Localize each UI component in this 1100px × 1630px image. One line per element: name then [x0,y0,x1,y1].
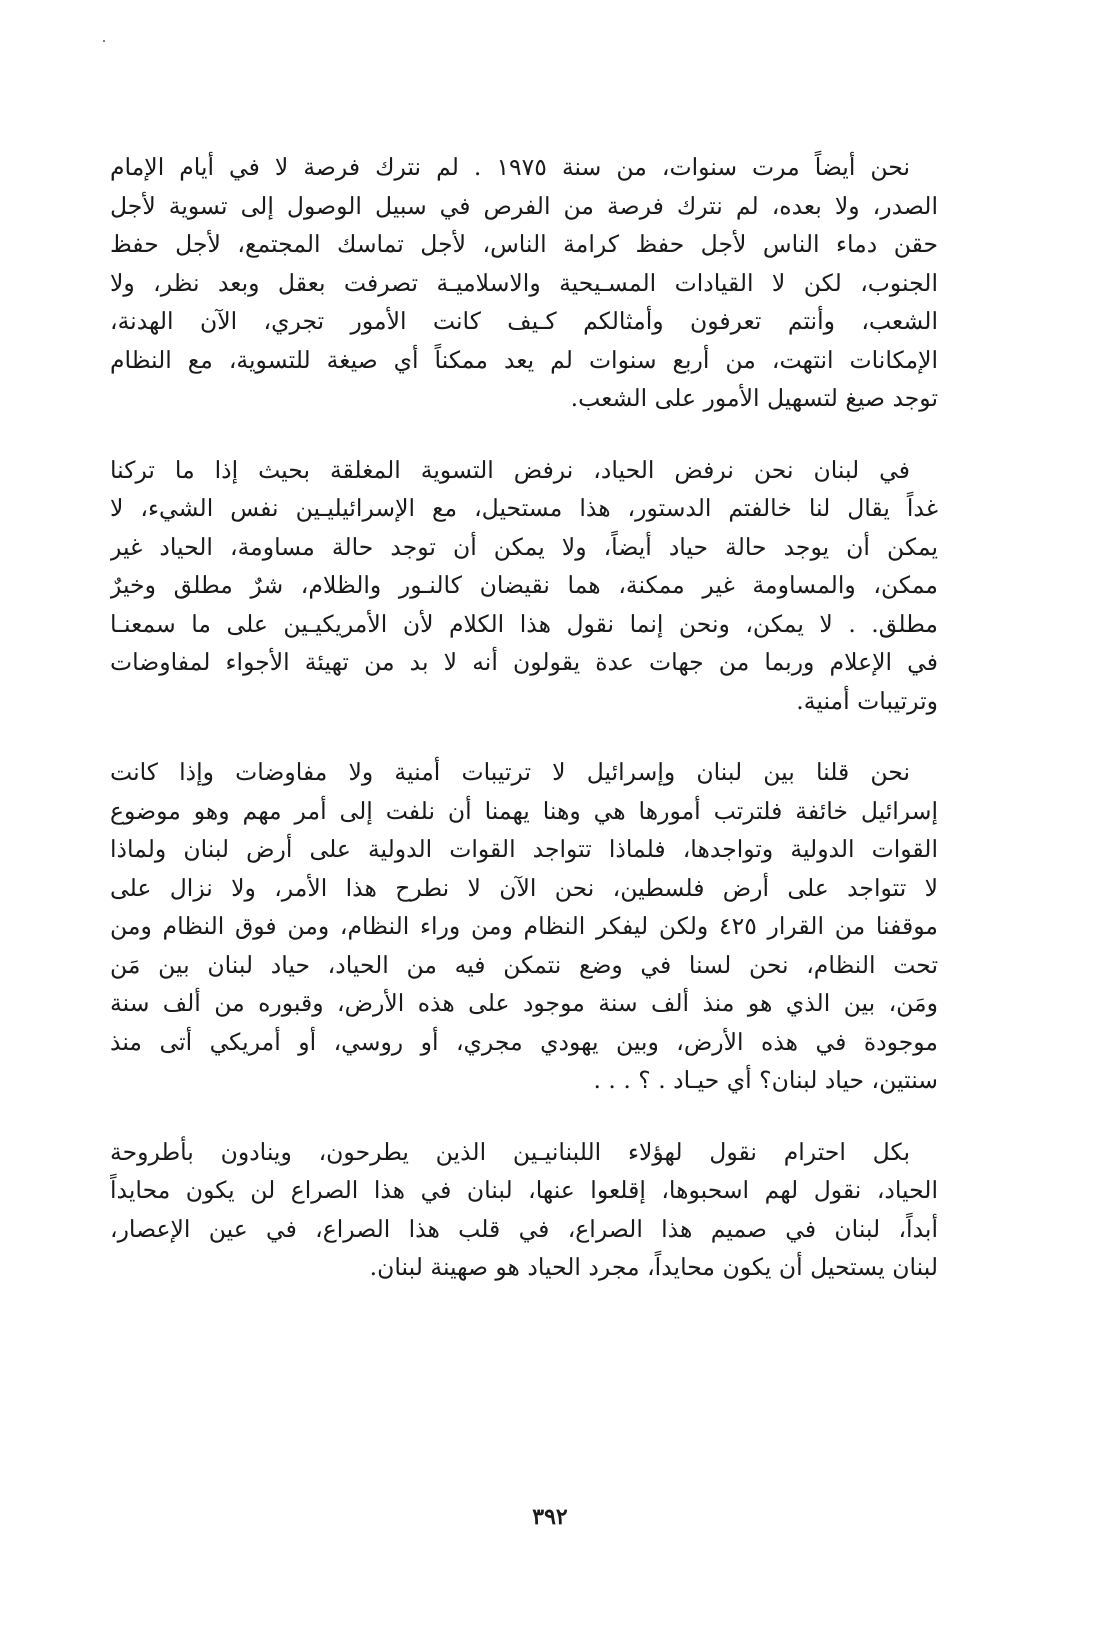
text-line: القوات الدولية وتواجدها، فلماذا تتواجد القوات الدولية على أرض لبنان ولماذا [110,835,938,863]
text-line: ومَن، بين الذي هو منذ ألف سنة موجود على هذه الأرض، وقبوره من ألف سنة [110,989,938,1017]
text-line: يمكن أن يوجد حالة حياد أيضاً، ولا يمكن أن توجد حالة مساومة، الحياد غير [110,532,938,561]
text-line: الشعب، وأنتم تعرفون وأمثالكم كـيف كانت الأمور تجري، الآن الهدنة، [110,307,938,335]
text-line: تحت النظام، نحن لسنا في وضع نتمكن فيه من الحياد، حياد لبنان بين مَن [110,950,938,979]
text-line: نحن قلنا بين لبنان وإسرائيل لا ترتيبات أمنية ولا مفاوضات وإذا كانت [110,758,910,786]
text-line: الحياد، نقول لهم اسحبوها، إقلعوا عنها، لبنان في هذا الصراع لن يكون محايداً [110,1176,938,1204]
text-line: الجنوب، لكن لا القيادات المسـيحية والاسلاميـة تصرفت بعقل وبعد نظر، ولا [110,268,938,297]
text-line: ممكن، والمساومة غير ممكنة، هما نقيضان كالنـور والظلام، شرٌ مطلق وخيرٌ [110,571,938,599]
scan-speck [103,40,105,42]
text-line: إسرائيل خائفة فلترتب أمورها هي وهنا يهمنا أن نلفت إلى أمر مهم وهو موضوع [110,796,938,825]
paragraph-1 [110,148,938,418]
page-number: ٣٩٢ [532,1504,568,1530]
text-line: سنتين، حياد لبنان؟ أي حيـاد . ؟ . . . [593,1066,938,1094]
paragraph-3 [110,753,938,1100]
text-line: الإمكانات انتهت، من أربع سنوات لم يعد ممكناً أي صيغة للتسوية، مع النظام [110,345,938,374]
text-line: توجد صيغ لتسهيل الأمور على الشعب. [570,384,938,412]
text-line: لا تتواجد على أرض فلسطين، نحن الآن لا نطرح هذا الأمر، ولا نزال على [110,873,938,902]
text-line: الصدر، ولا بعده، لم نترك فرصة من الفرص في سبيل الوصول إلى تسوية لأجل [110,191,938,220]
body-text [110,148,938,1320]
text-line: حقن دماء الناس لأجل حفظ كرامة الناس، لأجل تماسك المجتمع، لأجل حفظ [110,230,938,258]
text-line: نحن أيضاً مرت سنوات، من سنة ١٩٧٥ . لم نترك فرصة لا في أيام الإمام [110,153,910,181]
text-line: مطلق. . لا يمكن، ونحن إنما نقول هذا الكلام لأن الأمريكيـين على ما سمعنـا [110,609,938,638]
text-line: غداً يقال لنا خالفتم الدستور، هذا مستحيل، مع الإسرائيليـين نفس الشيء، لا [110,494,938,522]
text-line: في لبنان نحن نرفض الحياد، نرفض التسوية المغلقة بحيث إذا ما تركنا [110,455,910,484]
paragraph-2 [110,451,938,721]
paragraph-4 [110,1133,938,1287]
text-line: أبداً، لبنان في صميم هذا الصراع، في قلب هذا الصراع، في عين الإعصار، [110,1214,938,1243]
text-line: وترتيبات أمنية. [796,686,938,715]
text-line: بكل احترام نقول لهؤلاء اللبنانيـين الذين يطرحون، وينادون بأطروحة [110,1137,910,1166]
text-line: موقفنا من القرار ٤٢٥ ولكن ليفكر النظام ومن وراء النظام، ومن فوق النظام ومن [110,912,938,940]
text-line: في الإعلام وربما من جهات عدة يقولون أنه لا بد من تهيئة الأجواء لمفاوضات [110,648,938,676]
text-line: موجودة في هذه الأرض، وبين يهودي مجري، أو روسي، أو أمريكي أتى منذ [110,1027,938,1056]
text-line: لبنان يستحيل أن يكون محايداً، مجرد الحياد هو صهينة لبنان. [369,1253,938,1281]
